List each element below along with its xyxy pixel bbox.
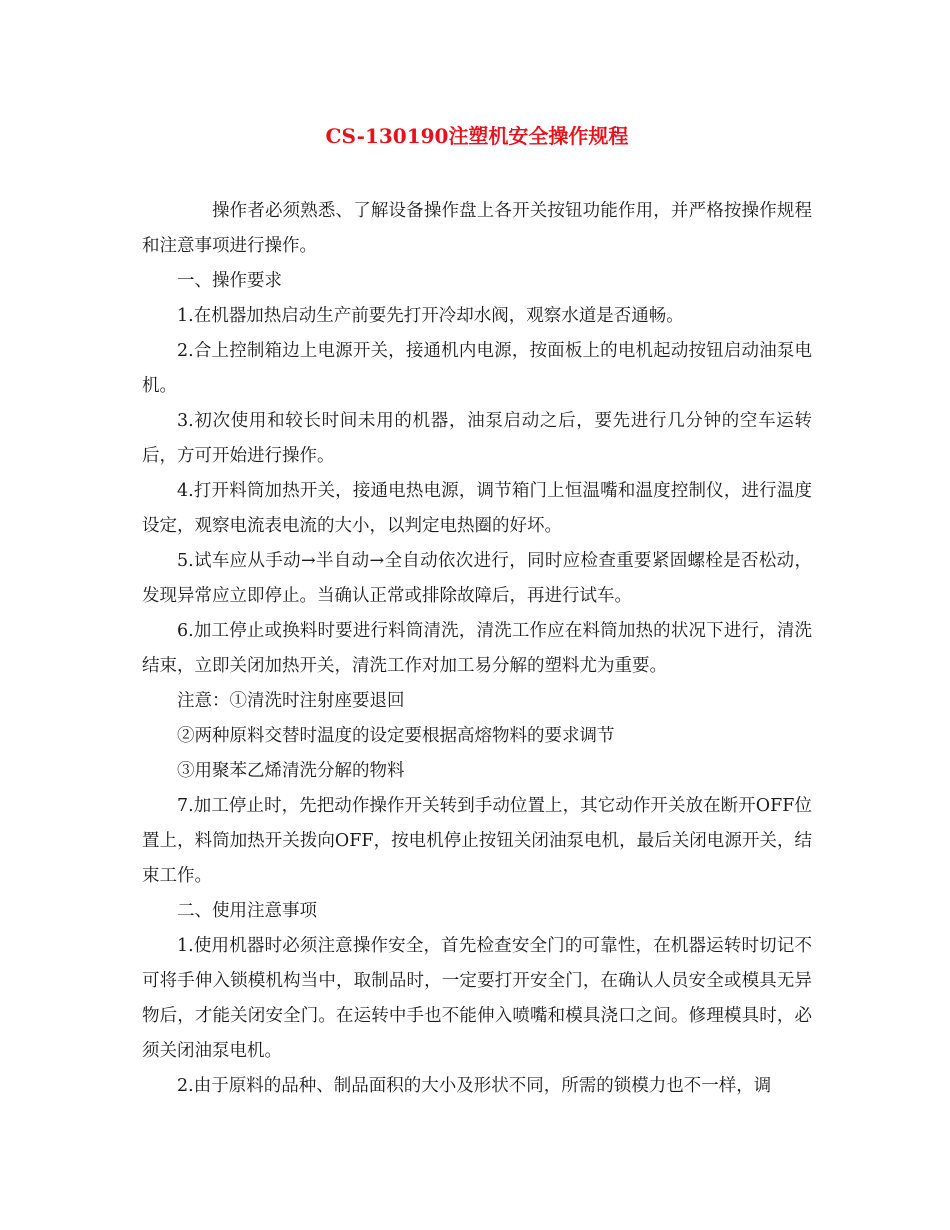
- section-heading-usage-notes: 二、使用注意事项: [177, 901, 317, 921]
- requirement-item-2: 2.合上控制箱边上电源开关，接通机内电源，按面板上的电机起动按钮启动油泵电机。: [142, 341, 812, 396]
- intro-paragraph: 操作者必须熟悉、了解设备操作盘上各开关按钮功能作用，并严格按操作规程和注意事项进行操作。: [142, 201, 812, 256]
- requirement-item-3: 3.初次使用和较长时间未用的机器，油泵启动之后，要先进行几分钟的空车运转后，方可开始进行操作。: [142, 411, 812, 466]
- section-heading-operation-requirements: 一、操作要求: [177, 271, 282, 291]
- requirement-item-5: 5.试车应从手动→半自动→全自动依次进行，同时应检查重要紧固螺栓是否松动，发现异常应立即停止。当确认正常或排除故障后，再进行试车。: [142, 551, 812, 606]
- requirement-item-7: 7.加工停止时，先把动作操作开关转到手动位置上，其它动作开关放在断开OFF位置上，料筒加热开关拨向OFF，按电机停止按钮关闭油泵电机，最后关闭电源开关，结束工作。: [142, 796, 812, 886]
- requirement-item-1: 1.在机器加热启动生产前要先打开冷却水阀，观察水道是否通畅。: [177, 306, 684, 326]
- usage-note-item-2: 2.由于原料的品种、制品面积的大小及形状不同，所需的锁模力也不一样，调: [177, 1076, 772, 1096]
- document-title: CS-130190注塑机安全操作规程: [325, 124, 629, 148]
- note-item-2: ②两种原料交替时温度的设定要根据高熔物料的要求调节: [177, 726, 615, 746]
- requirement-item-4: 4.打开料筒加热开关，接通电热电源，调节箱门上恒温嘴和温度控制仪，进行温度设定，观察电流表电流的大小，以判定电热圈的好坏。: [142, 481, 812, 536]
- usage-note-item-1: 1.使用机器时必须注意操作安全，首先检查安全门的可靠性，在机器运转时切记不可将手伸入锁模机构当中，取制品时，一定要打开安全门，在确认人员安全或模具无异物后，才能关闭安全门。在运转中手也不能伸入喷嘴和模具浇口之间。修理模具时，必须关闭油泵电机。: [142, 936, 812, 1061]
- note-item-3: ③用聚苯乙烯清洗分解的物料: [177, 761, 405, 781]
- note-item-1: 注意：①清洗时注射座要退回: [177, 691, 405, 711]
- requirement-item-6: 6.加工停止或换料时要进行料筒清洗，清洗工作应在料筒加热的状况下进行，清洗结束，立即关闭加热开关，清洗工作对加工易分解的塑料尤为重要。: [142, 621, 812, 676]
- document-page: [142, 118, 812, 1104]
